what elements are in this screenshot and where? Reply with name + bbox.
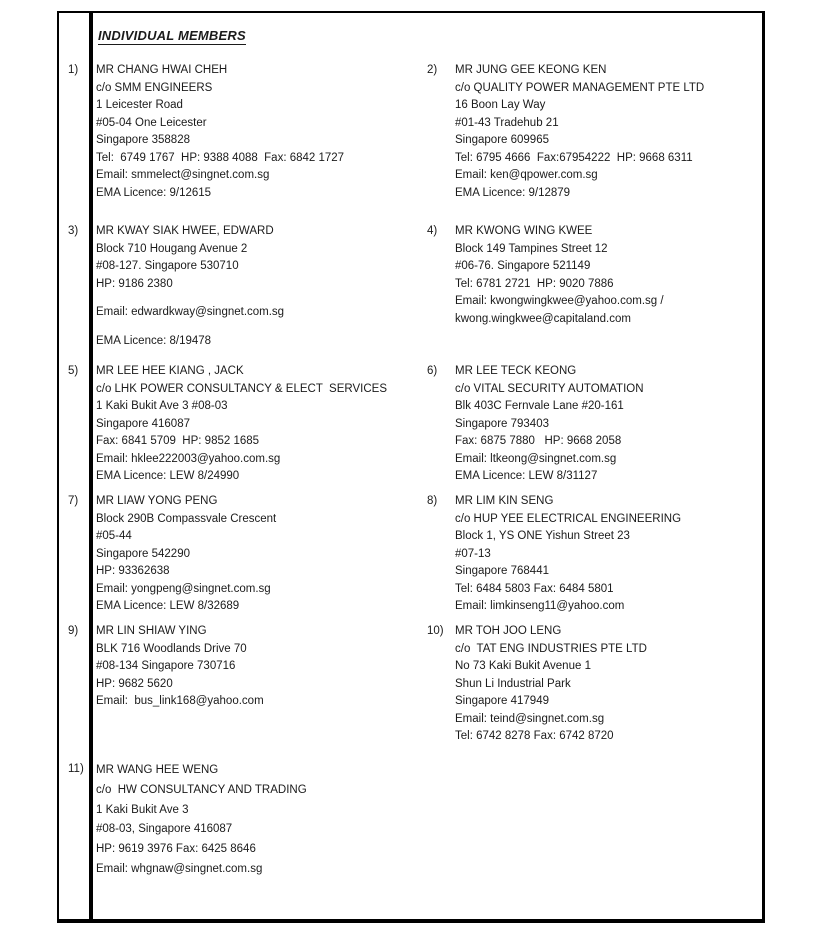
member-entry xyxy=(427,363,757,486)
entry-number: 6) xyxy=(427,365,438,377)
entry-lines xyxy=(455,623,757,746)
entry-line xyxy=(96,293,404,304)
document-border xyxy=(57,11,765,923)
entry-line: Singapore 768441 xyxy=(455,565,549,577)
entry-line: Email: ken@qpower.com.sg xyxy=(455,169,598,181)
entry-line: MR CHANG HWAI CHEH xyxy=(96,64,228,76)
member-entry xyxy=(68,493,404,616)
member-entry xyxy=(427,62,757,202)
entry-line: Tel: 6742 8278 Fax: 6742 8720 xyxy=(455,730,614,742)
entry-line: Shun Li Industrial Park xyxy=(455,677,571,690)
entry-line: Email: kwongwingkwee@yahoo.com.sg / xyxy=(455,295,664,307)
entry-number: 1) xyxy=(68,64,79,76)
entry-lines xyxy=(96,363,404,486)
entry-line: 1 Leicester Road xyxy=(96,99,183,111)
entry-line: MR JUNG GEE KEONG KEN xyxy=(455,64,607,76)
member-entry xyxy=(427,493,757,616)
entry-number: 7) xyxy=(68,495,79,507)
entry-lines xyxy=(96,623,404,711)
member-entry xyxy=(68,62,404,202)
member-entry xyxy=(68,623,404,711)
entry-line: HP: 93362638 xyxy=(96,565,170,577)
entry-line: EMA Licence: LEW 8/31127 xyxy=(455,470,598,482)
entry-line: EMA Licence: 8/19478 xyxy=(96,334,212,347)
entry-line: EMA Licence: LEW 8/32689 xyxy=(96,600,240,612)
section-title: INDIVIDUAL MEMBERS xyxy=(98,28,246,43)
entry-line: Block 710 Hougang Avenue 2 xyxy=(96,242,248,255)
entry-line: Email: yongpeng@singnet.com.sg xyxy=(96,582,271,595)
entry-line: 16 Boon Lay Way xyxy=(455,99,546,111)
member-entry xyxy=(427,623,757,746)
entry-line: HP: 9619 3976 Fax: 6425 8646 xyxy=(96,843,256,856)
entry-number: 4) xyxy=(427,225,438,237)
entry-lines xyxy=(96,761,404,880)
entry-line: 1 Kaki Bukit Ave 3 xyxy=(96,803,189,816)
entry-line: Block 290B Compassvale Crescent xyxy=(96,512,277,525)
entry-lines xyxy=(96,493,404,616)
entry-number: 2) xyxy=(427,64,438,76)
entry-line: #08-03, Singapore 416087 xyxy=(96,823,233,836)
entry-line: 1 Kaki Bukit Ave 3 #08-03 xyxy=(96,400,228,412)
entry-line: c/o LHK POWER CONSULTANCY & ELECT SERVICES xyxy=(96,382,387,395)
entry-line: #06-76. Singapore 521149 xyxy=(455,260,591,272)
entry-line: #01-43 Tradehub 21 xyxy=(455,116,559,129)
entry-lines xyxy=(96,223,404,350)
entry-line: MR TOH JOO LENG xyxy=(455,625,562,637)
entry-line: c/o VITAL SECURITY AUTOMATION xyxy=(455,382,644,395)
entry-line: HP: 9186 2380 xyxy=(96,277,173,290)
entry-line: EMA Licence: LEW 8/24990 xyxy=(96,470,240,482)
entry-line xyxy=(96,322,404,333)
entry-number: 10) xyxy=(427,625,444,637)
entry-line: #08-127. Singapore 530710 xyxy=(96,260,239,272)
entry-line: c/o SMM ENGINEERS xyxy=(96,81,213,94)
entry-line: Email: limkinseng11@yahoo.com xyxy=(455,600,625,612)
entry-line: MR LIM KIN SENG xyxy=(455,495,554,507)
entry-line: Email: edwardkway@singnet.com.sg xyxy=(96,306,285,318)
entry-line: Block 149 Tampines Street 12 xyxy=(455,242,608,255)
entry-line: Singapore 416087 xyxy=(96,417,190,430)
entry-line: Tel: 6484 5803 Fax: 6484 5801 xyxy=(455,582,614,595)
entry-line: #05-44 xyxy=(96,530,132,542)
entry-lines xyxy=(455,493,757,616)
entry-line: Singapore 417949 xyxy=(455,695,549,707)
entry-line: #08-134 Singapore 730716 xyxy=(96,660,236,672)
entry-line: Email: teind@singnet.com.sg xyxy=(455,712,605,725)
entry-line: Singapore 358828 xyxy=(96,134,190,146)
entry-line: Singapore 609965 xyxy=(455,134,549,146)
entry-lines xyxy=(455,62,757,202)
entry-line: Email: smmelect@singnet.com.sg xyxy=(96,169,270,181)
entry-line: HP: 9682 5620 xyxy=(96,677,173,690)
entry-line: Email: whgnaw@singnet.com.sg xyxy=(96,862,263,875)
entry-line: c/o HUP YEE ELECTRICAL ENGINEERING xyxy=(455,512,682,525)
entry-line: Tel: 6795 4666 Fax:67954222 HP: 9668 6311 xyxy=(455,151,693,164)
entry-line: MR LEE HEE KIANG , JACK xyxy=(96,365,244,377)
entry-line: c/o HW CONSULTANCY AND TRADING xyxy=(96,783,307,796)
entry-line: #05-04 One Leicester xyxy=(96,116,207,129)
entry-line: kwong.wingkwee@capitaland.com xyxy=(455,312,631,325)
entry-line: #07-13 xyxy=(455,547,491,560)
entry-line: Blk 403C Fernvale Lane #20-161 xyxy=(455,400,624,412)
member-entry xyxy=(68,761,404,880)
entry-line: No 73 Kaki Bukit Avenue 1 xyxy=(455,660,591,672)
entry-line: MR LEE TECK KEONG xyxy=(455,365,577,377)
entry-line: Singapore 542290 xyxy=(96,547,190,560)
entry-line: Tel: 6749 1767 HP: 9388 4088 Fax: 6842 1727 xyxy=(96,151,345,164)
entry-line: c/o QUALITY POWER MANAGEMENT PTE LTD xyxy=(455,81,705,94)
entry-lines xyxy=(455,223,757,328)
entry-number: 3) xyxy=(68,225,79,237)
entry-line: MR KWONG WING KWEE xyxy=(455,225,593,237)
entry-line: Singapore 793403 xyxy=(455,417,549,430)
entry-line: Email: ltkeong@singnet.com.sg xyxy=(455,452,617,465)
entry-line: MR WANG HEE WENG xyxy=(96,764,219,776)
entry-line: BLK 716 Woodlands Drive 70 xyxy=(96,642,247,655)
entry-line: c/o TAT ENG INDUSTRIES PTE LTD xyxy=(455,642,647,655)
member-entry xyxy=(427,223,757,328)
member-entry xyxy=(68,223,404,350)
entry-line: Block 1, YS ONE Yishun Street 23 xyxy=(455,530,630,542)
entry-number: 11) xyxy=(68,763,84,775)
entry-line: EMA Licence: 9/12615 xyxy=(96,186,212,199)
entry-line: Tel: 6781 2721 HP: 9020 7886 xyxy=(455,277,614,290)
entry-line: MR LIAW YONG PENG xyxy=(96,495,218,507)
entry-line: MR LIN SHIAW YING xyxy=(96,625,207,637)
entry-line: Email: hklee222003@yahoo.com.sg xyxy=(96,452,281,465)
entry-line: Fax: 6841 5709 HP: 9852 1685 xyxy=(96,435,260,447)
entry-lines xyxy=(455,363,757,486)
entry-number: 8) xyxy=(427,495,438,507)
member-entry xyxy=(68,363,404,486)
entry-number: 9) xyxy=(68,625,79,637)
entry-line: EMA Licence: 9/12879 xyxy=(455,186,571,199)
entry-lines xyxy=(96,62,404,202)
entry-line: MR KWAY SIAK HWEE, EDWARD xyxy=(96,225,274,237)
entry-line: Fax: 6875 7880 HP: 9668 2058 xyxy=(455,435,622,447)
entry-number: 5) xyxy=(68,365,79,377)
entry-line: Email: bus_link168@yahoo.com xyxy=(96,695,264,707)
